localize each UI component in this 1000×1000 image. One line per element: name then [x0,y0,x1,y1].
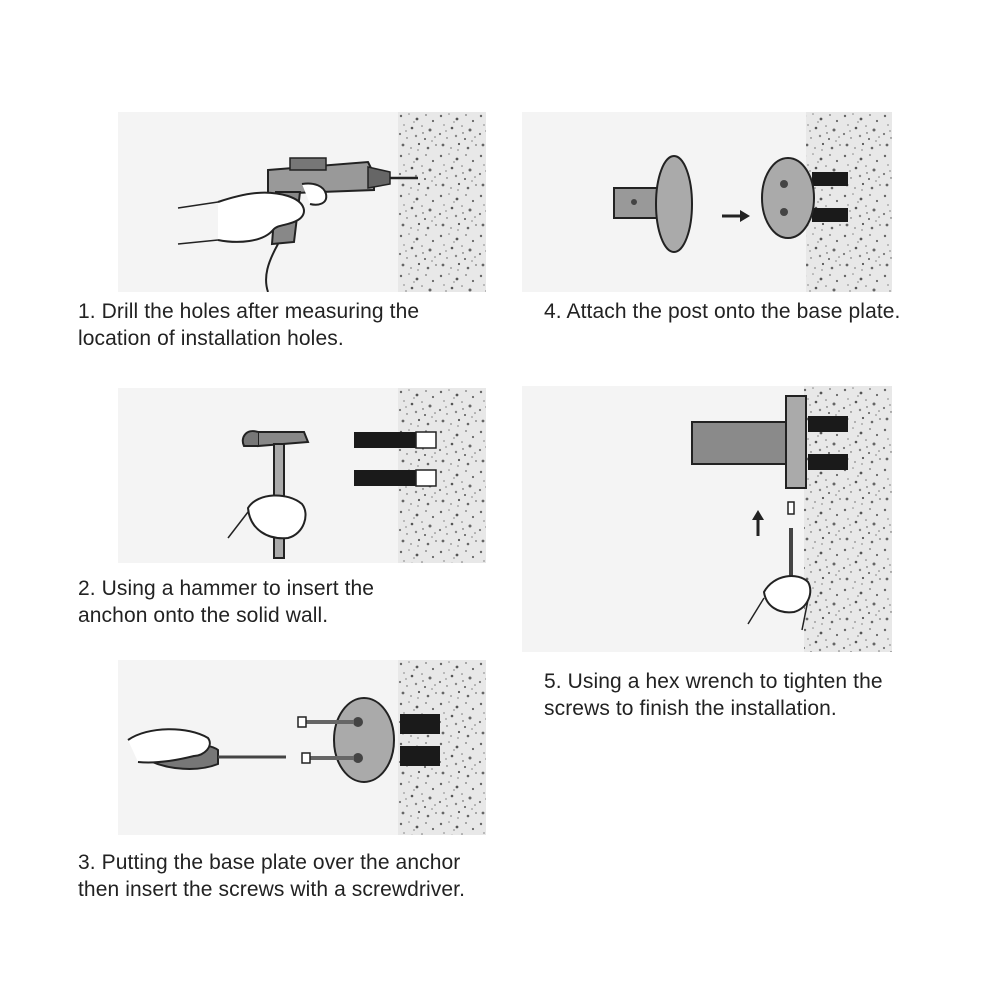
hand-drill-icon [178,158,418,292]
step-1-illustration [118,112,486,292]
step-4-caption [544,298,901,325]
screwdriver-icon [128,729,286,769]
post-icon [692,396,806,488]
step-3-caption-line2: then insert the screws with a screwdriver. [78,878,466,901]
step-2-caption [78,575,374,629]
step-2-caption-line1: 2. Using a hammer to insert the [78,577,375,600]
base-plate-icon [762,158,814,238]
arrow-right-icon [722,210,750,222]
arrow-up-icon [752,510,764,536]
hex-wrench-icon [748,528,810,630]
step-5-caption-line2: screws to finish the installation. [544,697,837,720]
wall-section [806,112,892,292]
set-screw-icon [788,502,794,514]
step-5-caption-line1: 5. Using a hex wrench to tighten the [544,670,883,693]
step-4-caption-line1: 4. Attach the post onto the base plate. [544,300,901,323]
hammer-icon [228,431,308,558]
post-icon [614,156,692,252]
step-3-illustration [118,660,486,835]
step-1-caption-line1: 1. Drill the holes after measuring the [78,300,420,323]
wall-section [398,112,486,292]
step-5-caption [544,668,883,722]
step-5-illustration [522,386,892,652]
step-2-caption-line2: anchon onto the solid wall. [78,604,329,627]
step-3-caption [78,849,465,903]
step-2-illustration [118,388,486,563]
step-3-caption-line1: 3. Putting the base plate over the anchor [78,851,461,874]
base-plate-icon [334,698,394,782]
step-4-illustration [522,112,892,292]
step-1-caption [78,298,419,352]
step-1-caption-line2: location of installation holes. [78,327,344,350]
